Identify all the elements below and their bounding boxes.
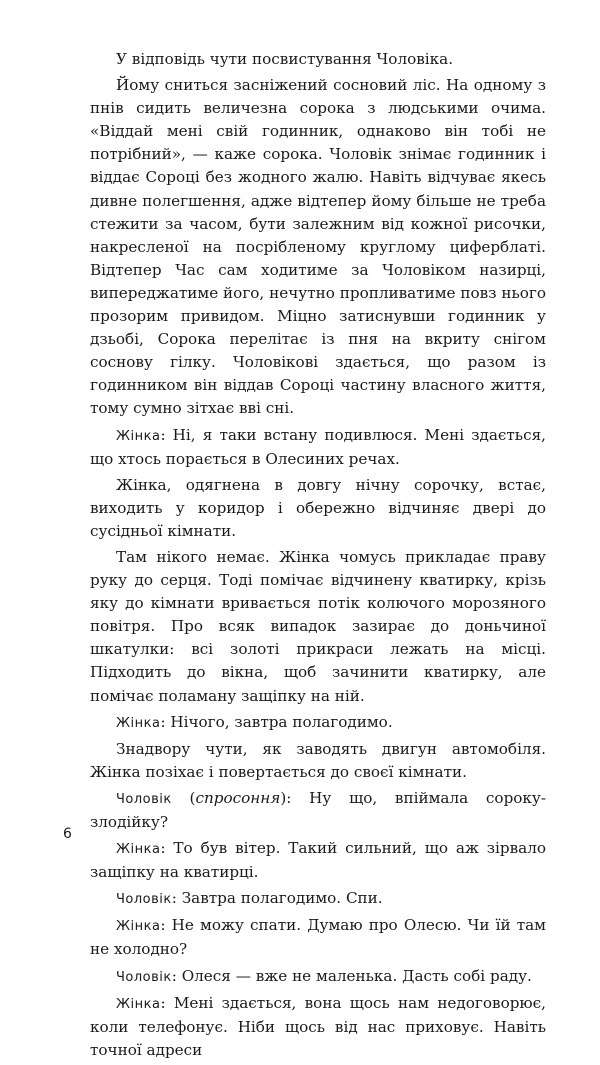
paragraph-text: У відповідь чути посвистування Чоловіка.	[116, 50, 454, 68]
speaker-name: Жінка	[116, 428, 161, 444]
dialogue-text: : Не можу спати. Думаю про Олесю. Чи їй там не холодно?	[90, 916, 546, 959]
dialogue-line	[90, 837, 546, 884]
speaker-name: Жінка	[116, 919, 161, 935]
paragraph	[90, 474, 546, 543]
paragraph-text: Жінка, одягнена в довгу нічну сорочку, встає, виходить у коридор і обережно відчиняє двері до сусідньої кімнати.	[90, 475, 546, 540]
dialogue-line	[90, 887, 546, 911]
speaker-name: Чоловік	[116, 791, 172, 807]
stage-direction: спросоння	[195, 788, 281, 807]
speaker-name: Жінка	[116, 715, 161, 731]
dialogue-text: : Нічого, завтра полагодимо.	[160, 712, 393, 731]
speaker-name: Чоловік	[116, 892, 172, 908]
speaker-name: Чоловік	[116, 969, 172, 985]
dialogue-line	[90, 992, 546, 1062]
paragraph	[90, 546, 546, 708]
dialogue-text: : Ні, я таки встану подивлюся. Мені здається, що хтось порається в Олесиних речах.	[90, 425, 546, 468]
paragraph-text: Знадвору чути, як заводять двигун автомобіля. Жінка позіхає і повертається до своєї кімнати.	[90, 739, 546, 781]
page-number: 6	[63, 826, 72, 842]
body-text	[90, 48, 546, 1065]
dialogue-line	[90, 965, 546, 989]
speaker-name: Жінка	[116, 842, 161, 858]
paragraph	[90, 738, 546, 784]
dialogue-text: : Завтра полагодимо. Спи.	[171, 889, 383, 908]
paragraph	[90, 74, 546, 420]
dialogue-line	[90, 914, 546, 961]
dialogue-text: : Ну що, впіймала сороку-злодійку?	[90, 788, 546, 831]
speaker-name: Жінка	[116, 996, 161, 1012]
dialogue-line: Чоловік (спросоння): Ну що, впіймала сороку-злодійку?	[90, 788, 546, 831]
dialogue-text: : Олеся — вже не маленька. Дасть собі раду.	[171, 966, 532, 985]
dialogue-text: : То був вітер. Такий сильний, що аж зірвало защіпку на кватирці.	[90, 839, 546, 882]
dialogue-line	[90, 424, 546, 471]
dialogue-line	[90, 711, 546, 735]
dialogue-text: : Мені здається, вона щось нам недоговорює, коли телефонує. Ніби щось від нас приховує. Навіть точної адреси	[90, 993, 546, 1059]
paragraph-text: Там нікого немає. Жінка чомусь прикладає праву руку до серця. Тоді помічає відчинену кватирку, крізь яку до кімнати вривається потік колючого морозяного повітря. Про всяк випадок зазирає до доньчиної шкатулки: всі золоті прикраси лежать на місці. Підходить до вікна, щоб зачинити кватирку, але помічає поламану защіпку на ній.	[90, 547, 546, 705]
paragraph-text: Йому сниться засніжений сосновий ліс. На одному з пнів сидить величезна сорока з людськими очима. «Віддай мені свій годинник, однаково він тобі не потрібний», — каже сорока. Чоловік знімає годинник і віддає Сороці без жодного жалю. Навіть відчуває якесь дивне полегшення, адже відтепер йому більше не треба стежити за часом, бути залежним від кожної рисочки, накресленої на посрібленому круглому циферблаті. Відтепер Час сам ходитиме за Чоловіком назирці, випереджатиме його, нечутно пропливатиме повз нього прозорим привидом. Міцно затиснувши годинник у дзьобі, Сорока перелітає із пня на вкриту снігом соснову гілку. Чоловікові здається, що разом із годинником він віддав Сороці частину власного життя, тому сумно зітхає вві сні.	[90, 76, 546, 418]
paragraph	[90, 48, 546, 71]
